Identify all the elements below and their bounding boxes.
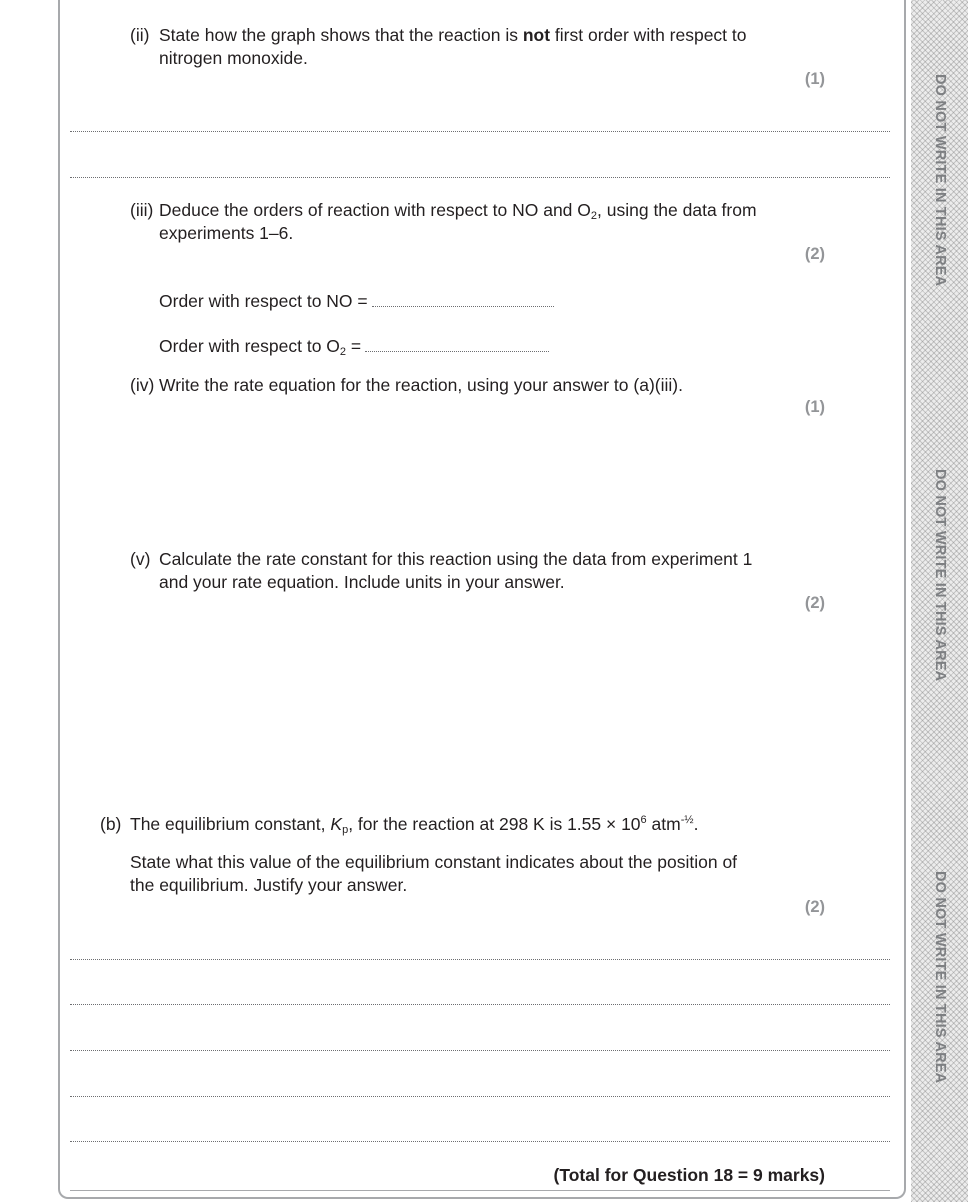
order-no-row <box>159 290 554 313</box>
superscript: -½ <box>680 814 694 826</box>
question-ii-text <box>159 24 747 47</box>
text-part: , for the reaction at 298 K is 1.55 × 10 <box>348 814 641 834</box>
order-o2-label <box>159 336 361 356</box>
question-number: (ii) <box>130 25 150 45</box>
text-part: first order with respect to <box>550 25 747 45</box>
text-part: atm <box>646 814 681 834</box>
question-iii <box>130 199 757 222</box>
question-v <box>130 548 753 571</box>
answer-line[interactable] <box>70 1141 890 1142</box>
marks-b: (2) <box>804 898 825 916</box>
question-iii-text <box>159 199 757 222</box>
order-o2-answer-line[interactable] <box>365 337 549 352</box>
question-iii-line2: experiments 1–6. <box>159 223 294 243</box>
answer-line[interactable] <box>70 1096 890 1097</box>
question-number: (b) <box>100 814 122 834</box>
question-v-line2: and your rate equation. Include units in your answer. <box>159 572 565 592</box>
side-warning-bottom: DO NOT WRITE IN THIS AREA <box>932 871 948 1084</box>
subscript: 2 <box>590 210 598 222</box>
question-b-para-line1: State what this value of the equilibrium constant indicates about the position of <box>130 852 738 872</box>
marks-v: (2) <box>804 594 825 612</box>
subscript: p <box>342 824 349 836</box>
question-ii <box>130 24 747 47</box>
answer-line[interactable] <box>70 131 890 132</box>
superscript: 6 <box>640 814 647 826</box>
side-warning-top: DO NOT WRITE IN THIS AREA <box>932 74 948 287</box>
answer-line[interactable] <box>70 1004 890 1005</box>
question-number: (iv) <box>130 375 155 395</box>
bottom-rule <box>70 1190 890 1191</box>
text-part: . <box>693 814 699 834</box>
kp-symbol: K <box>330 814 343 834</box>
question-b-text <box>130 813 698 836</box>
text-part: The equilibrium constant, <box>130 814 331 834</box>
question-b-para-line2: the equilibrium. Justify your answer. <box>130 875 408 895</box>
order-no-answer-line[interactable] <box>372 292 554 307</box>
question-number: (iii) <box>130 200 154 220</box>
total-marks: (Total for Question 18 = 9 marks) <box>553 1165 825 1185</box>
text-part: State how the graph shows that the reaction is <box>159 25 523 45</box>
text-part: Order with respect to O <box>159 336 340 356</box>
side-warning-middle: DO NOT WRITE IN THIS AREA <box>932 469 948 682</box>
question-ii-line2: nitrogen monoxide. <box>159 48 308 68</box>
page-frame <box>58 0 906 1199</box>
text-part: = <box>346 336 362 356</box>
answer-line[interactable] <box>70 959 890 960</box>
question-iv <box>130 374 683 397</box>
order-no-label: Order with respect to NO = <box>159 291 368 311</box>
marks-iii: (2) <box>804 245 825 263</box>
bold-word: not <box>522 25 551 45</box>
answer-line[interactable] <box>70 177 890 178</box>
subscript: 2 <box>339 346 347 358</box>
text-part: , using the data from <box>597 200 757 220</box>
order-o2-row <box>159 335 549 358</box>
marks-iv: (1) <box>804 398 825 416</box>
text-part: Deduce the orders of reaction with respect to NO and O <box>159 200 591 220</box>
question-iv-text: Write the rate equation for the reaction, using your answer to (a)(iii). <box>159 375 683 395</box>
answer-line[interactable] <box>70 1050 890 1051</box>
marks-ii: (1) <box>804 70 825 88</box>
question-number: (v) <box>130 549 151 569</box>
question-v-text: Calculate the rate constant for this reaction using the data from experiment 1 <box>159 549 753 569</box>
